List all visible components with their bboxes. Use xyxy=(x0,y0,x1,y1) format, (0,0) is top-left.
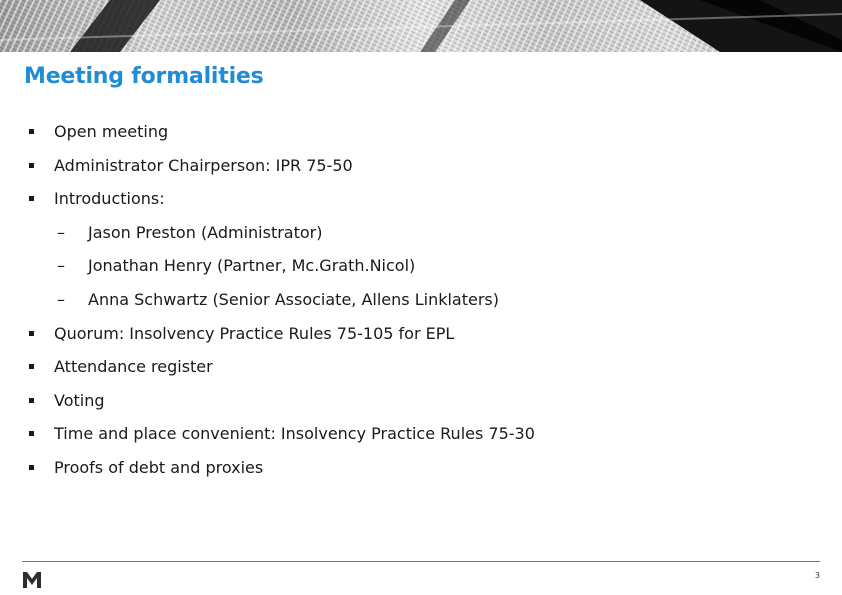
agenda-item: Open meeting xyxy=(54,122,169,141)
page-number: 3 xyxy=(814,571,820,580)
agenda-item: Proofs of debt and proxies xyxy=(54,458,264,477)
bullet-marker xyxy=(29,431,34,436)
bullet-marker xyxy=(29,398,34,403)
bullet-marker xyxy=(29,196,34,201)
sub-item-dash: – xyxy=(57,256,65,276)
bullet-marker xyxy=(29,364,34,369)
agenda-item: Attendance register xyxy=(54,357,213,377)
footer-divider xyxy=(22,561,820,562)
slide-title: Meeting formalities xyxy=(24,64,264,89)
agenda-item: Time and place convenient: Insolvency Practice Rules 75-30 xyxy=(54,424,535,444)
mcgrathnicol-logo-icon xyxy=(22,570,42,594)
agenda-sub-item: Jonathan Henry (Partner, Mc.Grath.Nicol) xyxy=(88,256,416,276)
agenda-sub-item: Jason Preston (Administrator) xyxy=(88,222,323,242)
bullet-marker xyxy=(29,331,34,336)
bullet-marker xyxy=(29,163,34,168)
agenda-item: Introductions: xyxy=(54,189,165,209)
bullet-marker xyxy=(29,129,34,134)
sub-item-dash: – xyxy=(57,222,65,242)
bullet-marker xyxy=(29,465,34,470)
agenda-item: Administrator Chairperson: IPR 75-50 xyxy=(54,155,353,175)
sub-item-dash: – xyxy=(57,290,65,309)
agenda-item: Voting xyxy=(54,390,105,410)
agenda-sub-item: Anna Schwartz (Senior Associate, Allens Linklaters) xyxy=(88,290,499,309)
agenda-item: Quorum: Insolvency Practice Rules 75-105 for EPL xyxy=(54,323,455,343)
